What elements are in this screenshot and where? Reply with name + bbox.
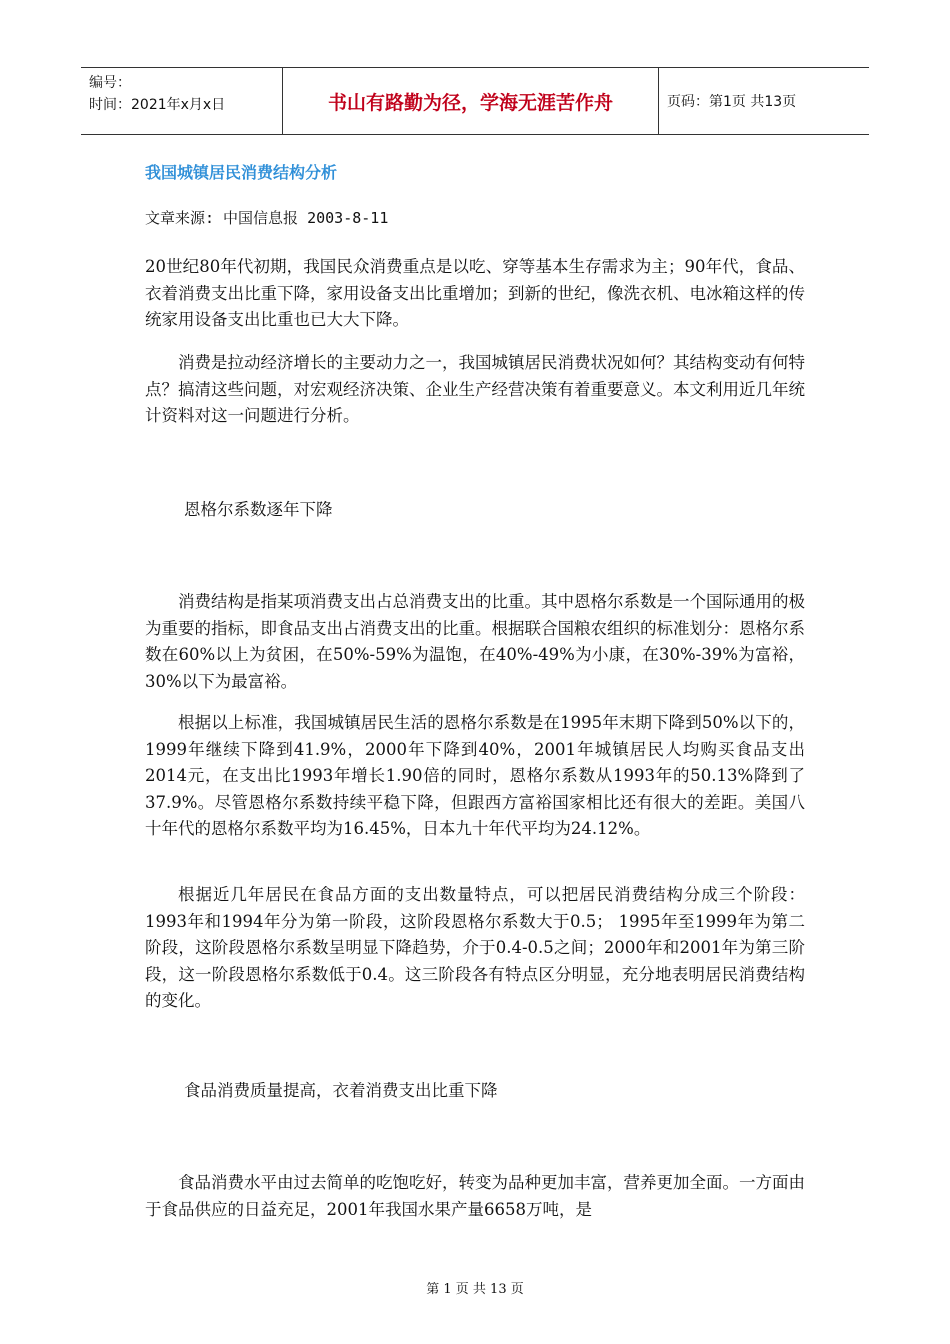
paragraph-4: 根据以上标准，我国城镇居民生活的恩格尔系数是在1995年末期下降到50%以下的，1999年继续下降到41.9%，2000年下降到40%，2001年城镇居民人均购买食品支出2014元，在支出比1993年增长1.90倍的同时，恩格尔系数从1993年的50.13%降到了37.9%。尽管恩格尔系数持续平稳下降，但跟西方富裕国家相比还有很大的差距。美国八十年代的恩格尔系数平均为16.45%，日本九十年代平均为24.12%。 (145, 713, 805, 838)
document-header (81, 67, 869, 135)
paragraph-2: 消费是拉动经济增长的主要动力之一，我国城镇居民消费状况如何？其结构变动有何特点？搞清这些问题，对宏观经济决策、企业生产经营决策有着重要意义。本文利用近几年统计资料对这一问题进行分析。 (145, 353, 805, 425)
number-label: 编号： (89, 75, 131, 91)
paragraph-1: 20世纪80年代初期，我国民众消费重点是以吃、穿等基本生存需求为主；90年代，食品、衣着消费支出比重下降，家用设备支出比重增加；到新的世纪，像洗衣机、电冰箱这样的传统家用设备支出比重也已大大下降。 (145, 257, 805, 329)
article-source: 文章来源: 中国信息报 2003-8-11 (145, 209, 389, 227)
time-label: 时间：2021年x月x日 (89, 97, 226, 113)
paragraph-6: 食品消费水平由过去简单的吃饱吃好，转变为品种更加丰富，营养更加全面。一方面由于食品供应的日益充足，2001年我国水果产量6658万吨，是 (145, 1173, 805, 1219)
header-motto: 书山有路勤为径，学海无涯苦作舟 (282, 68, 659, 134)
section-heading-engel: 恩格尔系数逐年下降 (184, 500, 333, 519)
paragraph-3: 消费结构是指某项消费支出占总消费支出的比重。其中恩格尔系数是一个国际通用的极为重要的指标，即食品支出占消费支出的比重。根据联合国粮农组织的标准划分：恩格尔系数在60%以上为贫困，在50%-59%为温饱，在40%-49%为小康，在30%-39%为富裕，30%以下为最富裕。 (145, 592, 805, 691)
paragraph-5: 根据近几年居民在食品方面的支出数量特点，可以把居民消费结构分成三个阶段：1993年和1994年分为第一阶段，这阶段恩格尔系数大于0.5； 1995年至1999年为第二阶段，这阶段恩格尔系数呈明显下降趋势，介于0.4-0.5之间；2000年和2001年为第三阶段，这一阶段恩格尔系数低于0.4。这三阶段各有特点区分明显，充分地表明居民消费结构的变化。 (145, 885, 805, 1010)
section-heading-food: 食品消费质量提高，衣着消费支出比重下降 (184, 1081, 498, 1100)
page-footer: 第 1 页 共 13 页 (426, 1282, 524, 1297)
article-title: 我国城镇居民消费结构分析 (145, 163, 338, 182)
header-meta (81, 68, 282, 134)
header-page-info: 页码：第1页 共13页 (667, 94, 797, 110)
